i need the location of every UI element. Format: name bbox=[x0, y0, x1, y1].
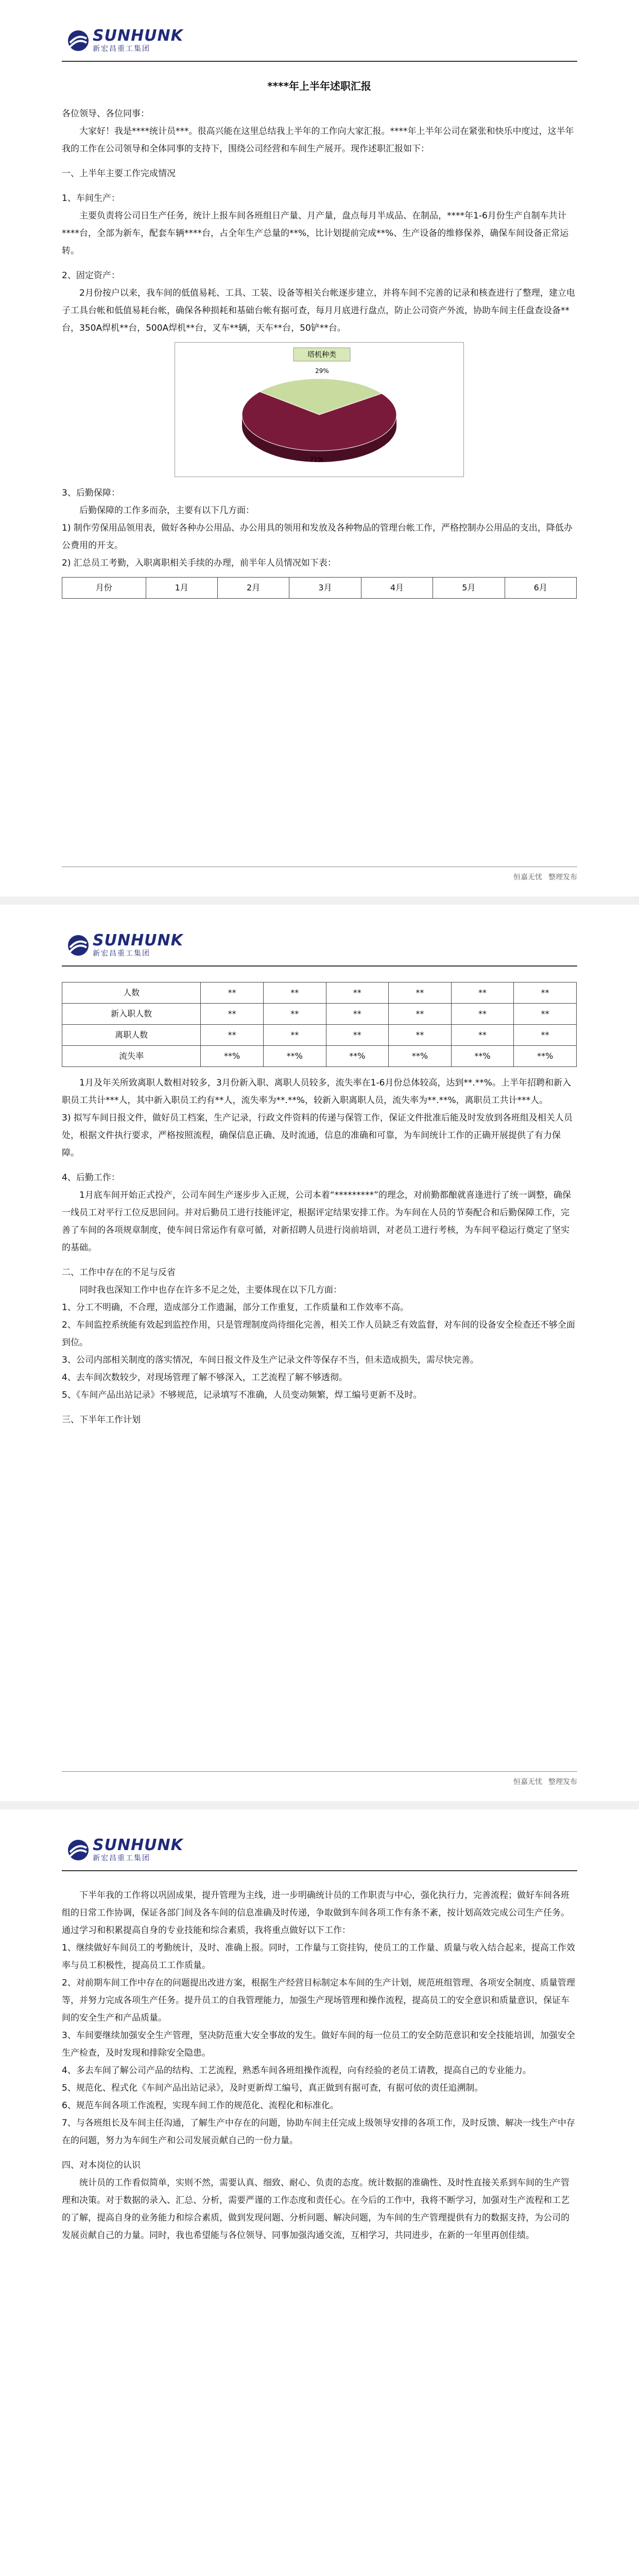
footer-divider bbox=[62, 1771, 577, 1772]
brand-subtitle: 新宏昌重工集团 bbox=[93, 1854, 150, 1862]
brand-subtitle: 新宏昌重工集团 bbox=[93, 950, 150, 958]
pie-chart bbox=[175, 342, 464, 477]
page-1 bbox=[0, 0, 639, 896]
table-row-label: 新入职人数 bbox=[62, 1004, 201, 1025]
table-row-label: 离职人数 bbox=[62, 1025, 201, 1046]
table-cell: **% bbox=[201, 1046, 264, 1067]
doc-title: ****年上半年述职汇报 bbox=[267, 80, 371, 92]
records-paragraph: 3) 拟写车间日报文件，做好员工档案，生产记录，行政文件资料的传递与保管工作，保证文件批准后能及时发放到各班组及相关人员处，根据文件执行要求，严格按照流程，确保信息正确、及时流通，信息的准确和可靠，为车间统计工作的正确开展提供了有力保障。 bbox=[62, 1113, 573, 1158]
table-cell: **% bbox=[514, 1046, 577, 1067]
subsection-logistics: 3、后勤保障： bbox=[62, 488, 120, 498]
logistics-item-2: 2) 汇总员工考勤，入职离职相关手续的办理，前半年人员情况如下表： bbox=[62, 558, 336, 568]
brand-name: SUNHUNK bbox=[93, 931, 183, 950]
section-4-heading: 四、对本岗位的认识 bbox=[62, 2160, 141, 2171]
table-header-cell: 4月 bbox=[361, 578, 433, 599]
plan-item-3: 3、车间要继续加强安全生产管理，坚决防范重大安全事故的发生。做好车间的每一位员工的安全防范意识和安全技能培训，加强安全生产检查，及时发现和排除安全隐患。 bbox=[62, 2030, 575, 2058]
footer-company: 恒嘉无忧 bbox=[513, 873, 542, 882]
pie-chart-canvas bbox=[175, 343, 463, 477]
table-cell: ** bbox=[389, 1004, 452, 1025]
plan-item-4: 4、多去车间了解公司产品的结构、工艺流程，熟悉车间各班组操作流程，向有经验的老员工请教，提高自己的专业能力。 bbox=[62, 2065, 531, 2076]
plan-intro: 下半年我的工作将以巩固成果，提升管理为主线，进一步明确统计员的工作职责与中心，强化执行力，完善流程；做好车间各班组的日常工作协调，保证各部门间及各车间的信息准确及时传递，争取做到车间各项工作有条不紊，按计划高效完成公司生产任务。通过学习和积累提高自身的专业技能和综合素质，我将重点做好以下工作： bbox=[62, 1890, 569, 1936]
table-cell: ** bbox=[201, 1025, 264, 1046]
table-cell: ** bbox=[389, 982, 452, 1004]
header-divider bbox=[62, 965, 577, 967]
table-cell: ** bbox=[201, 1004, 264, 1025]
shortcomings-intro: 同时我也深知工作中也存在许多不足之处，主要体现在以下几方面： bbox=[79, 1285, 342, 1295]
section-3-heading: 三、下半年工作计划 bbox=[62, 1415, 141, 1425]
logistics-item-1: 1) 制作劳保用品领用表，做好各种办公用品、办公用具的领用和发放及各种物品的管理台帐工作，严格控制办公用品的支出，降低办公费用的开支。 bbox=[62, 523, 573, 551]
shortcoming-4: 4、去车间次数较少，对现场管理了解不够深入，工艺流程了解不够透彻。 bbox=[62, 1372, 348, 1383]
table-header-cell: 1月 bbox=[146, 578, 217, 599]
brand-header bbox=[67, 1838, 183, 1862]
intro-paragraph: 大家好！我是****统计员***。很高兴能在这里总结我上半年的工作向大家汇报。****年上半年公司在紧张和快乐中度过，这半年我的工作在公司领导和全体同事的支持下，围绕公司经营和车间生产展开。现作述职汇报如下： bbox=[62, 126, 574, 154]
brand-logo-icon bbox=[67, 1839, 90, 1861]
subsection-production: 1、车间生产： bbox=[62, 193, 120, 204]
page-2 bbox=[0, 905, 639, 1801]
brand-subtitle: 新宏昌重工集团 bbox=[93, 45, 150, 53]
subsection-assets: 2、固定资产： bbox=[62, 270, 120, 281]
chart-title: 塔机种类 bbox=[307, 351, 336, 359]
plan-item-1: 1、继续做好车间员工的考勤统计，及时、准确上报。同时，工作量与工资挂钩，使员工的工作量、质量与收入结合起来，提高工作效率与员工积极性，提高员工工作质量。 bbox=[62, 1943, 575, 1971]
shortcoming-2: 2、车间监控系统能有效起到监控作用，只是管理制度尚待细化完善，相关工作人员缺乏有效监督，对车间的设备安全检查还不够全面到位。 bbox=[62, 1320, 575, 1348]
shortcoming-1: 1、分工不明确，不合理，造成部分工作遗漏，部分工作重复，工作质量和工作效率不高。 bbox=[62, 1302, 409, 1313]
footer-text: 整理发布 bbox=[548, 873, 577, 882]
brand-header bbox=[67, 933, 183, 957]
assets-paragraph: 2月份按户以来，我车间的低值易耗、工具、工装、设备等相关台帐逐步建立，并将车间不完善的记录和核查进行了整理，建立电子工具台帐和低值易耗台帐，确保各种损耗和基础台帐有据可查，每月月底进行盘点，防止公司资产外流，协助车间主任盘查设备**台，350A焊机**台，500A焊机**台，叉车**辆，天车**台，50铲**台。 bbox=[62, 288, 575, 333]
table-cell: **% bbox=[263, 1046, 326, 1067]
page-3-body bbox=[62, 1887, 577, 2244]
table-header-cell: 3月 bbox=[289, 578, 361, 599]
footer-text: 整理发布 bbox=[548, 1778, 577, 1786]
staff-table bbox=[62, 982, 577, 1067]
table-cell: ** bbox=[514, 1004, 577, 1025]
logistics-paragraph: 后勤保障的工作多而杂，主要有以下几方面： bbox=[79, 505, 254, 516]
table-cell: ** bbox=[263, 1025, 326, 1046]
brand-logo-icon bbox=[67, 29, 90, 52]
plan-item-7: 7、与各班组长及车间主任沟通，了解生产中存在的问题，协助车间主任完成上级领导安排的各项工作，及时反馈、解决一线生产中存在的问题，努力为车间生产和公司发展贡献自己的一份力量。 bbox=[62, 2118, 575, 2146]
shortcoming-3: 3、公司内部相关制度的落实情况，车间日报文件及生产记录文件等保存不当，但未造成损失，需尽快完善。 bbox=[62, 1355, 479, 1365]
section-2-heading: 二、工作中存在的不足与反省 bbox=[62, 1267, 176, 1278]
page-3 bbox=[0, 1809, 639, 2576]
table-row bbox=[62, 1004, 577, 1025]
table-header-cell: 5月 bbox=[433, 578, 505, 599]
table-row bbox=[62, 1025, 577, 1046]
plan-item-5: 5、规范化、程式化《车间产品出站记录》，及时更新焊工编号，真正做到有据可查，有据可依的责任追溯制。 bbox=[62, 2083, 483, 2093]
brand-header bbox=[67, 28, 183, 53]
salutation: 各位领导、各位同事： bbox=[62, 109, 149, 119]
table-header-cell: 2月 bbox=[217, 578, 289, 599]
table-cell: ** bbox=[451, 982, 514, 1004]
table-row-label: 流失率 bbox=[62, 1046, 201, 1067]
subsection-logistics-work: 4、后勤工作： bbox=[62, 1173, 120, 1183]
table-cell: ** bbox=[451, 1025, 514, 1046]
table-cell: ** bbox=[263, 1004, 326, 1025]
table-cell: **% bbox=[451, 1046, 514, 1067]
footer-company: 恒嘉无忧 bbox=[513, 1778, 542, 1786]
production-paragraph: 主要负责将公司日生产任务，统计上报车间各班组日产量、月产量，盘点每月半成品、在制品，****年1-6月份生产自制车共计****台，全部为新车，配套车辆****台，占全年生产总量的**%，比计划提前完成**%、生产设备的维修保养，确保车间设备正常运转。 bbox=[62, 211, 569, 256]
brand-logo-icon bbox=[67, 934, 90, 957]
page-footer bbox=[507, 1776, 577, 1787]
table-row bbox=[62, 982, 577, 1004]
table-cell: **% bbox=[389, 1046, 452, 1067]
training-paragraph: 1月底车间开始正式投产，公司车间生产逐步步入正规，公司本着“*********”的理念，对前勤都酿就喜逢进行了统一调整，确保一线员工对平行工位反思回问。并对后勤员工进行技能评定，根据评定结果安排工作。为车间在人员的节奏配合和后勤保障工作，完善了车间的各项规章制度，使车间日常运作有章可循，对新招聘人员进行岗前培训，对老员工进行考核，为车间平稳运行奠定了坚实的基础。 bbox=[62, 1190, 571, 1253]
section-1-heading: 一、上半年主要工作完成情况 bbox=[62, 168, 176, 179]
plan-item-6: 6、规范车间各项工作流程，实现车间工作的规范化、流程化和标准化。 bbox=[62, 2100, 339, 2111]
table-header-cell: 月份 bbox=[62, 578, 146, 599]
header-divider bbox=[62, 1870, 577, 1871]
header-divider bbox=[62, 61, 577, 62]
reflection-paragraph: 统计员的工作看似简单，实则不然，需要认真、细致、耐心、负责的态度。统计数据的准确性、及时性直接关系到车间的生产管理和决策。对于数据的录入、汇总、分析，需要严谨的工作态度和责任心。在今后的工作中，我将不断学习，加强对生产流程和工艺的了解，提高自身的业务能力和综合素质，做到发现问题、分析问题、解决问题，为车间的生产管理提供有力的数据支持，为公司的发展贡献自己的力量。同时，我也希望能与各位领导、同事加强沟通交流，互相学习，共同进步，在新的一年里再创佳绩。 bbox=[62, 2178, 569, 2241]
table-cell: ** bbox=[201, 982, 264, 1004]
turnover-paragraph: 1月及年关所致离职人数相对较多，3月份新入职、离职人员较多，流失率在1-6月份总体较高，达到**.**%。上半年招聘和新入职员工共计***人，其中新入职员工约有**人，流失率为**.**%，较新入职离职人员，流失率为**.**%，离职员工共计***人。 bbox=[62, 1078, 571, 1106]
table-cell: ** bbox=[263, 982, 326, 1004]
pie-slice-label: 29% bbox=[315, 367, 329, 375]
pie-slice-label: 71% bbox=[309, 455, 324, 463]
table-row bbox=[62, 578, 577, 599]
shortcoming-5: 5、《车间产品出站记录》不够规范，记录填写不准确，人员变动频繁，焊工编号更新不及时。 bbox=[62, 1390, 422, 1400]
table-header-cell: 6月 bbox=[505, 578, 576, 599]
brand-name: SUNHUNK bbox=[93, 1836, 183, 1854]
brand-name: SUNHUNK bbox=[93, 27, 183, 45]
table-row bbox=[62, 1046, 577, 1067]
table-cell: ** bbox=[326, 1004, 389, 1025]
table-cell: ** bbox=[514, 1025, 577, 1046]
table-cell: ** bbox=[326, 982, 389, 1004]
plan-item-2: 2、对前期车间工作中存在的问题提出改进方案，根据生产经营目标制定本车间的生产计划，规范班组管理、各项安全制度、质量管理等，并努力完成各项生产任务。提升员工的自我管理能力，加强生产现场管理和操作流程，提高员工的安全意识和质量意识，保证车间的安全生产和产品质量。 bbox=[62, 1978, 575, 2023]
page-footer bbox=[507, 872, 577, 882]
table-cell: ** bbox=[451, 1004, 514, 1025]
table-cell: ** bbox=[326, 1025, 389, 1046]
table-cell: **% bbox=[326, 1046, 389, 1067]
table-cell: ** bbox=[389, 1025, 452, 1046]
page-1-body bbox=[62, 77, 577, 599]
page-2-body bbox=[62, 982, 577, 1429]
table-cell: ** bbox=[514, 982, 577, 1004]
staff-table-header-row bbox=[62, 577, 577, 599]
table-row-label: 人数 bbox=[62, 982, 201, 1004]
